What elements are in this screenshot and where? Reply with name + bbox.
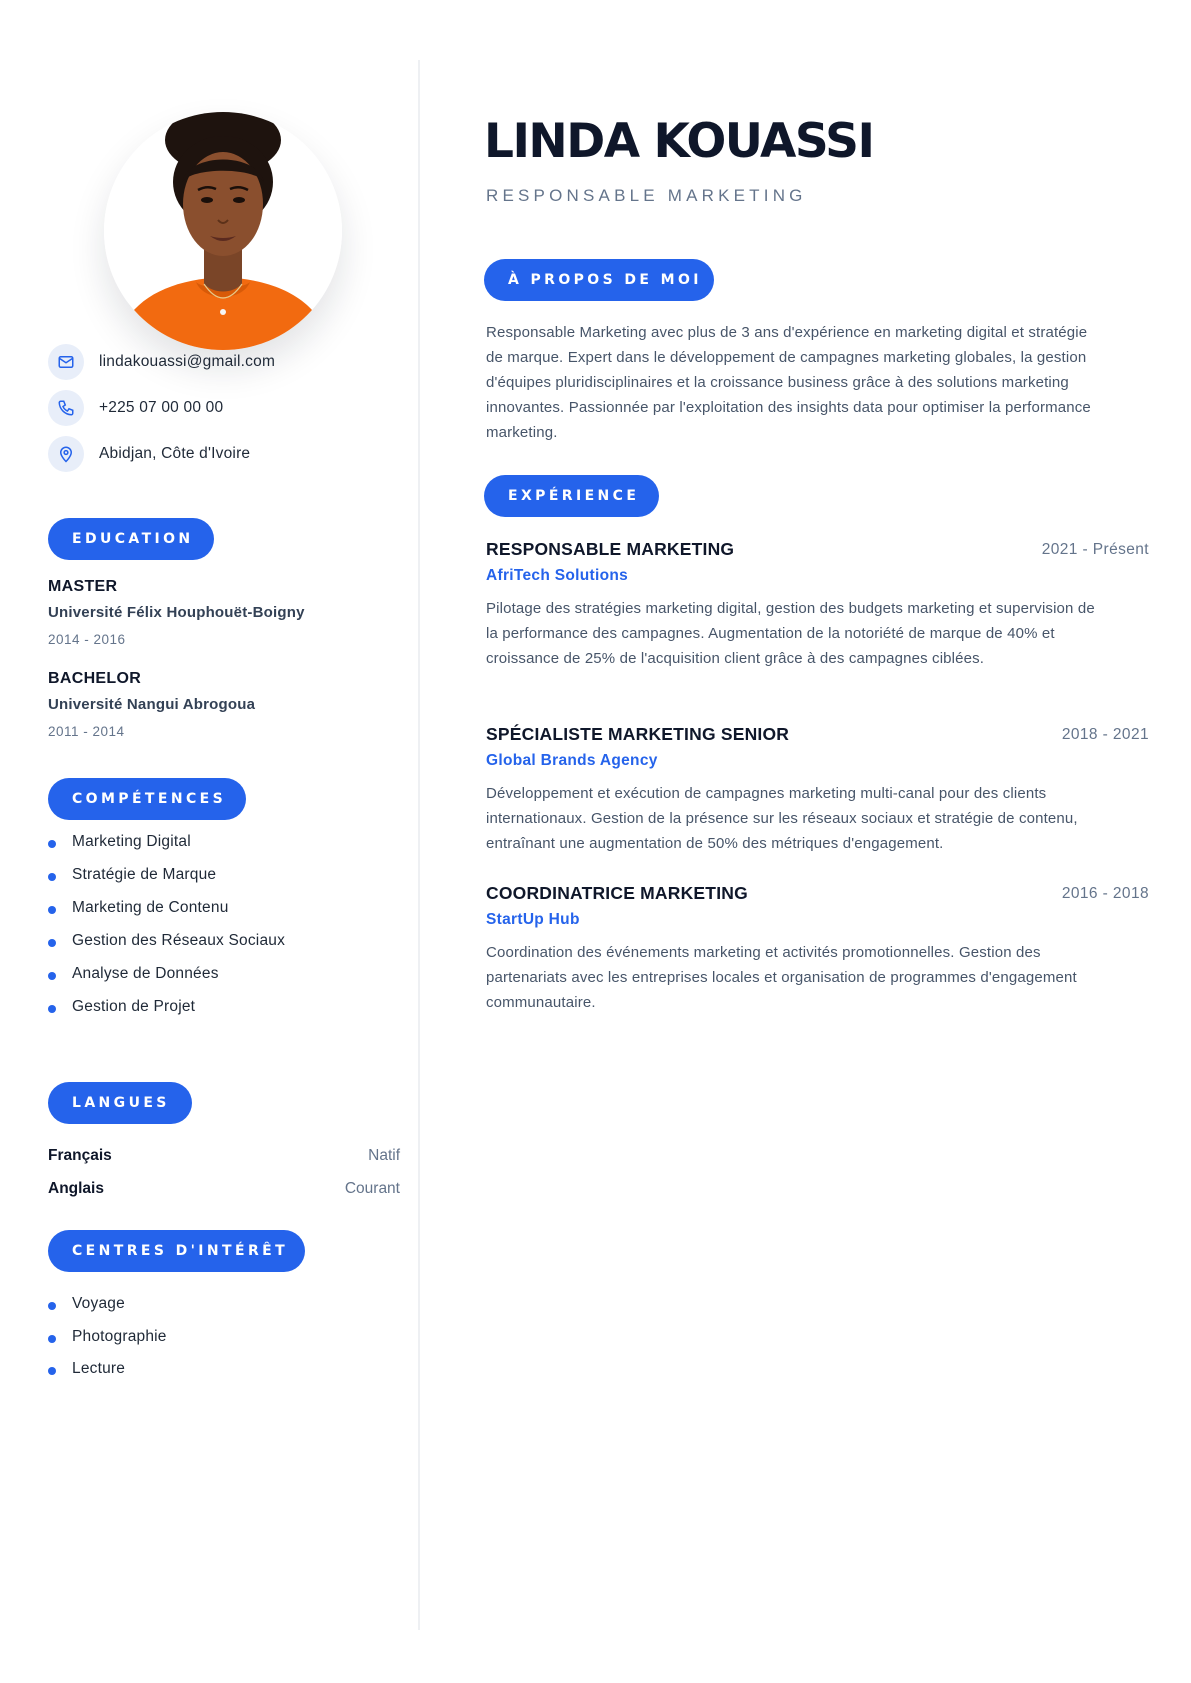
description-line: croissance de 25% de l'acquisition client grâce à des campagnes ciblées.	[486, 650, 985, 667]
about-heading: À PROPOS DE MOI	[484, 259, 714, 301]
job-title: SPÉCIALISTE MARKETING SENIOR	[486, 724, 790, 744]
languages-heading: LANGUES	[48, 1082, 192, 1124]
bullet-dot	[48, 1005, 56, 1013]
bullet-dot	[48, 1335, 56, 1343]
candidate-role: RESPONSABLE MARKETING	[486, 186, 807, 205]
bullet-dot	[48, 1302, 56, 1310]
job-description	[486, 596, 1141, 671]
description-line: Développement et exécution de campagnes marketing multi-canal pour des clients	[486, 785, 1047, 802]
interest-label: Lecture	[72, 1360, 126, 1377]
description-line: communautaire.	[486, 994, 596, 1011]
list-item	[48, 1295, 125, 1313]
bullet-dot	[48, 939, 56, 947]
education-degree: MASTER	[48, 578, 118, 595]
bullet-dot	[48, 972, 56, 980]
job-title: COORDINATRICE MARKETING	[486, 883, 748, 903]
skill-label: Marketing Digital	[72, 833, 191, 850]
about-line: marketing.	[486, 424, 558, 441]
language-level: Courant	[344, 1180, 400, 1197]
language-name: Français	[48, 1147, 112, 1164]
description-line: la performance des campagnes. Augmentation de la notoriété de marque de 40% et	[486, 625, 1055, 642]
location-text: Abidjan, Côte d'Ivoire	[99, 445, 251, 462]
education-school: Université Félix Houphouët-Boigny	[48, 604, 305, 621]
about-line: de marque. Expert dans le développement de campagnes marketing globales, la gestion	[486, 349, 1087, 366]
list-item	[48, 965, 219, 983]
phone-icon	[48, 390, 84, 426]
about-line: d'équipes pluridisciplinaires et la croissance business grâce à des solutions marketing	[486, 374, 1069, 391]
candidate-name: LINDA KOUASSI	[484, 114, 874, 169]
language-row	[48, 1147, 400, 1165]
job-company: Global Brands Agency	[486, 752, 658, 769]
contact-email[interactable]	[48, 344, 403, 380]
education-years: 2014 - 2016	[48, 632, 126, 647]
description-line: Pilotage des stratégies marketing digital, gestion des budgets marketing et supervision de	[486, 600, 1095, 617]
interests-heading: CENTRES D'INTÉRÊT	[48, 1230, 305, 1272]
bullet-dot	[48, 873, 56, 881]
about-line: Responsable Marketing avec plus de 3 ans d'expérience en marketing digital et stratégie	[486, 324, 1088, 341]
skill-label: Analyse de Données	[72, 965, 219, 982]
list-item	[48, 1360, 125, 1378]
about-text	[486, 320, 1141, 445]
list-item	[48, 899, 229, 917]
description-line: internationaux. Gestion de la présence sur les réseaux sociaux et stratégie de contenu,	[486, 810, 1078, 827]
education-years: 2011 - 2014	[48, 724, 125, 739]
language-level: Natif	[368, 1147, 400, 1164]
mail-icon	[48, 344, 84, 380]
job-dates: 2018 - 2021	[1061, 726, 1149, 743]
job-description	[486, 781, 1141, 856]
education-degree: BACHELOR	[48, 670, 142, 687]
education-heading: EDUCATION	[48, 518, 214, 560]
language-row	[48, 1180, 400, 1198]
skill-label: Marketing de Contenu	[72, 899, 229, 916]
education-school: Université Nangui Abrogoua	[48, 696, 256, 713]
job-dates: 2016 - 2018	[1061, 885, 1149, 902]
skills-heading: COMPÉTENCES	[48, 778, 246, 820]
job-company: AfriTech Solutions	[486, 567, 629, 584]
job-company: StartUp Hub	[486, 911, 580, 928]
phone-text: +225 07 00 00 00	[99, 399, 224, 416]
column-divider	[418, 60, 420, 1630]
contact-location	[48, 436, 403, 472]
job-dates: 2021 - Présent	[1041, 541, 1149, 558]
list-item	[48, 932, 285, 950]
experience-heading: EXPÉRIENCE	[484, 475, 659, 517]
bullet-dot	[48, 1367, 56, 1375]
skill-label: Gestion des Réseaux Sociaux	[72, 932, 286, 949]
list-item	[48, 1328, 167, 1346]
skill-label: Stratégie de Marque	[72, 866, 217, 883]
job-title: RESPONSABLE MARKETING	[486, 539, 735, 559]
email-text: lindakouassi@gmail.com	[99, 353, 276, 370]
map-pin-icon	[48, 436, 84, 472]
profile-photo	[104, 112, 342, 350]
language-name: Anglais	[48, 1180, 104, 1197]
interest-label: Voyage	[72, 1295, 125, 1312]
description-line: Coordination des événements marketing et activités promotionnelles. Gestion des	[486, 944, 1041, 961]
list-item	[48, 833, 191, 851]
job-description	[486, 940, 1141, 1015]
description-line: partenariats avec les entreprises locales et organisation de programmes d'engagement	[486, 969, 1077, 986]
interest-label: Photographie	[72, 1328, 167, 1345]
about-line: innovantes. Passionnée par l'exploitation des insights data pour optimiser la performance	[486, 399, 1091, 416]
list-item	[48, 998, 195, 1016]
bullet-dot	[48, 906, 56, 914]
bullet-dot	[48, 840, 56, 848]
skill-label: Gestion de Projet	[72, 998, 196, 1015]
description-line: entraînant une augmentation de 50% des métriques d'engagement.	[486, 835, 944, 852]
list-item	[48, 866, 216, 884]
contact-phone[interactable]	[48, 390, 403, 426]
